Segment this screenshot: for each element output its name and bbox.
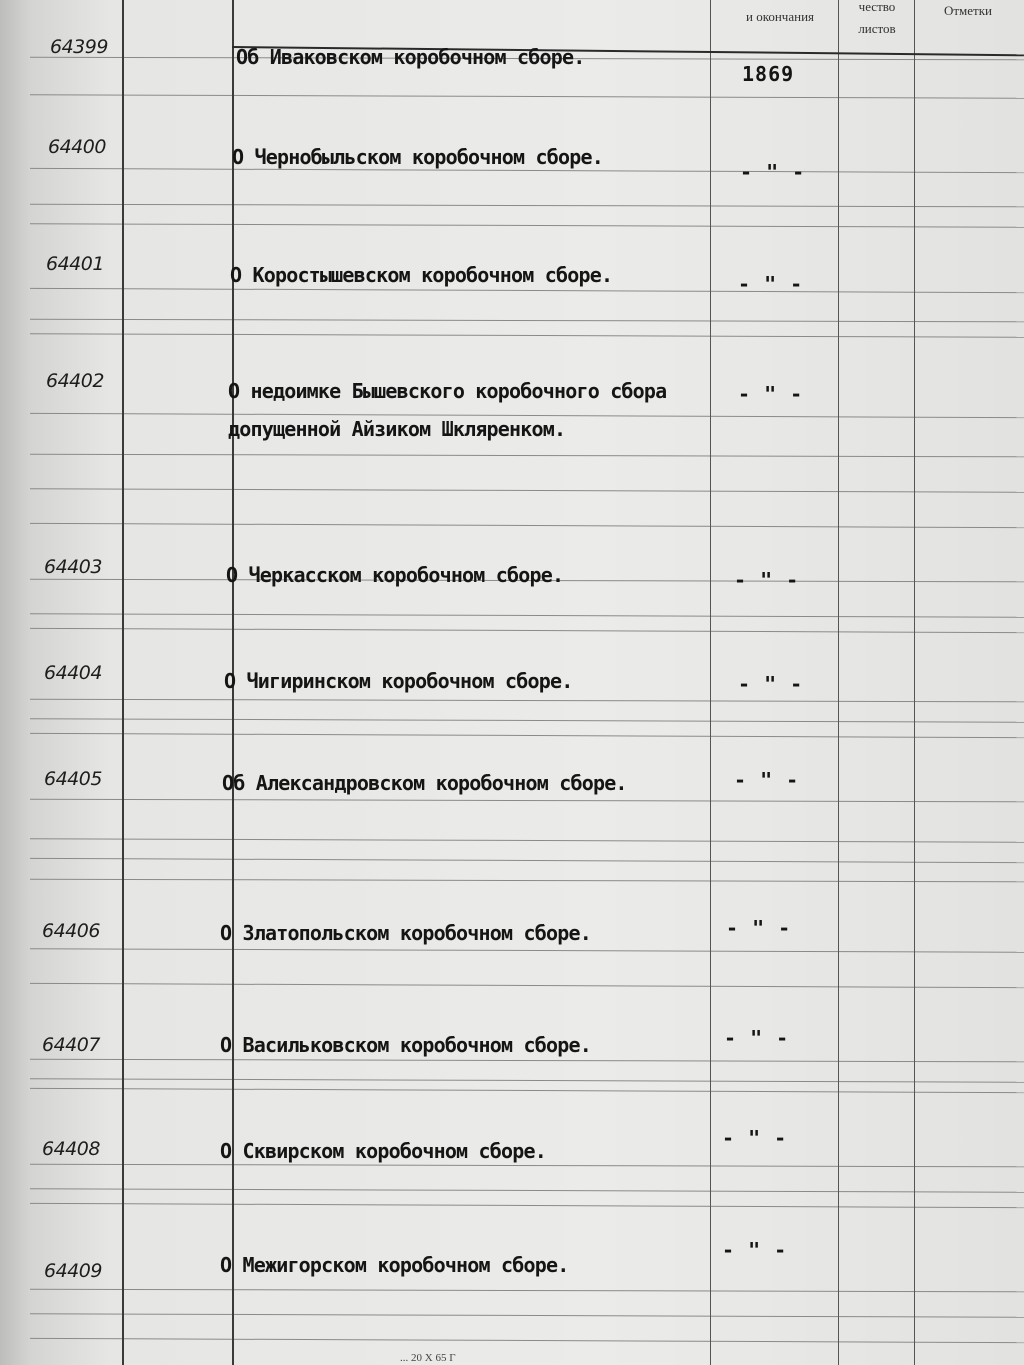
entry-date: - " - <box>738 272 804 296</box>
entry-number: 64401 <box>46 253 104 275</box>
ruled-line <box>30 223 1024 227</box>
ruled-line <box>30 488 1024 492</box>
entry-date: - " - <box>726 916 792 940</box>
entry-date: - " - <box>738 672 804 696</box>
entry-title: О Васильковском коробочном сборе. <box>220 1033 591 1057</box>
entry-date: 1869 <box>742 62 795 86</box>
ruled-line <box>30 204 1024 208</box>
entry-title: О Чигиринском коробочном сборе. <box>224 669 573 693</box>
ruled-line <box>30 983 1024 988</box>
entry-date: - " - <box>734 568 800 592</box>
entry-date: - " - <box>722 1126 788 1150</box>
entry-number: 64399 <box>50 36 108 58</box>
entry-number: 64404 <box>44 662 102 684</box>
ruled-line <box>30 733 1024 738</box>
ruled-line <box>30 718 1024 722</box>
entry-number: 64407 <box>42 1034 100 1056</box>
ruled-line <box>30 613 1024 617</box>
notes-column-border <box>914 0 915 1365</box>
entry-date: - " - <box>722 1238 788 1262</box>
ruled-line <box>30 454 1024 458</box>
ruled-line <box>30 1088 1024 1093</box>
sheets-column-header-2: листов <box>858 21 896 36</box>
entry-title: О Сквирском коробочном сборе. <box>220 1139 546 1163</box>
ruled-line <box>30 523 1024 528</box>
number-column-border <box>122 0 124 1365</box>
ruled-line <box>30 1338 1024 1343</box>
entry-number: 64406 <box>42 920 100 942</box>
entry-date: - " - <box>724 1026 790 1050</box>
entry-number: 64409 <box>44 1260 102 1282</box>
ruled-line <box>30 94 1024 98</box>
entry-title: О Златопольском коробочном сборе. <box>220 921 591 945</box>
entry-number: 64408 <box>42 1138 100 1160</box>
entry-title: О Чернобыльском коробочном сборе. <box>232 145 603 169</box>
ruled-line <box>30 1078 1024 1082</box>
entry-date: - " - <box>740 160 806 184</box>
entry-number: 64400 <box>48 136 106 158</box>
entry-title: Об Иваковском коробочном сборе. <box>236 45 585 69</box>
ruled-line <box>30 1313 1024 1317</box>
ruled-line <box>30 1289 1024 1293</box>
ruled-line <box>30 628 1024 633</box>
ruled-line <box>30 879 1024 883</box>
entry-title: О Межигорском коробочном сборе. <box>220 1253 569 1277</box>
page-footer: ... 20 X 65 Г <box>400 1352 456 1364</box>
entry-title: О недоимке Бышевского коробочного сбора допущенной Айзиком Шкляренком. <box>228 379 678 441</box>
entry-date: - " - <box>734 768 800 792</box>
notes-column-header: Отметки <box>943 3 993 18</box>
entry-title: О Коростышевском коробочном сборе. <box>230 263 613 287</box>
ruled-line <box>30 1203 1024 1208</box>
sheets-column-header-1: чество <box>858 0 896 14</box>
ruled-line <box>30 1188 1024 1192</box>
ruled-line <box>30 858 1024 863</box>
ruled-line <box>30 319 1024 323</box>
sheets-column-border <box>838 0 839 1365</box>
entry-number: 64403 <box>44 556 102 578</box>
ruled-line <box>30 838 1024 842</box>
ruled-line <box>30 333 1024 337</box>
date-column-header: и окончания <box>745 9 815 24</box>
entry-number: 64405 <box>44 768 102 790</box>
entry-title: Об Александровском коробочном сборе. <box>222 771 627 795</box>
entry-number: 64402 <box>46 370 104 392</box>
entry-title: О Черкасском коробочном сборе. <box>226 563 564 587</box>
entry-date: - " - <box>738 382 804 406</box>
